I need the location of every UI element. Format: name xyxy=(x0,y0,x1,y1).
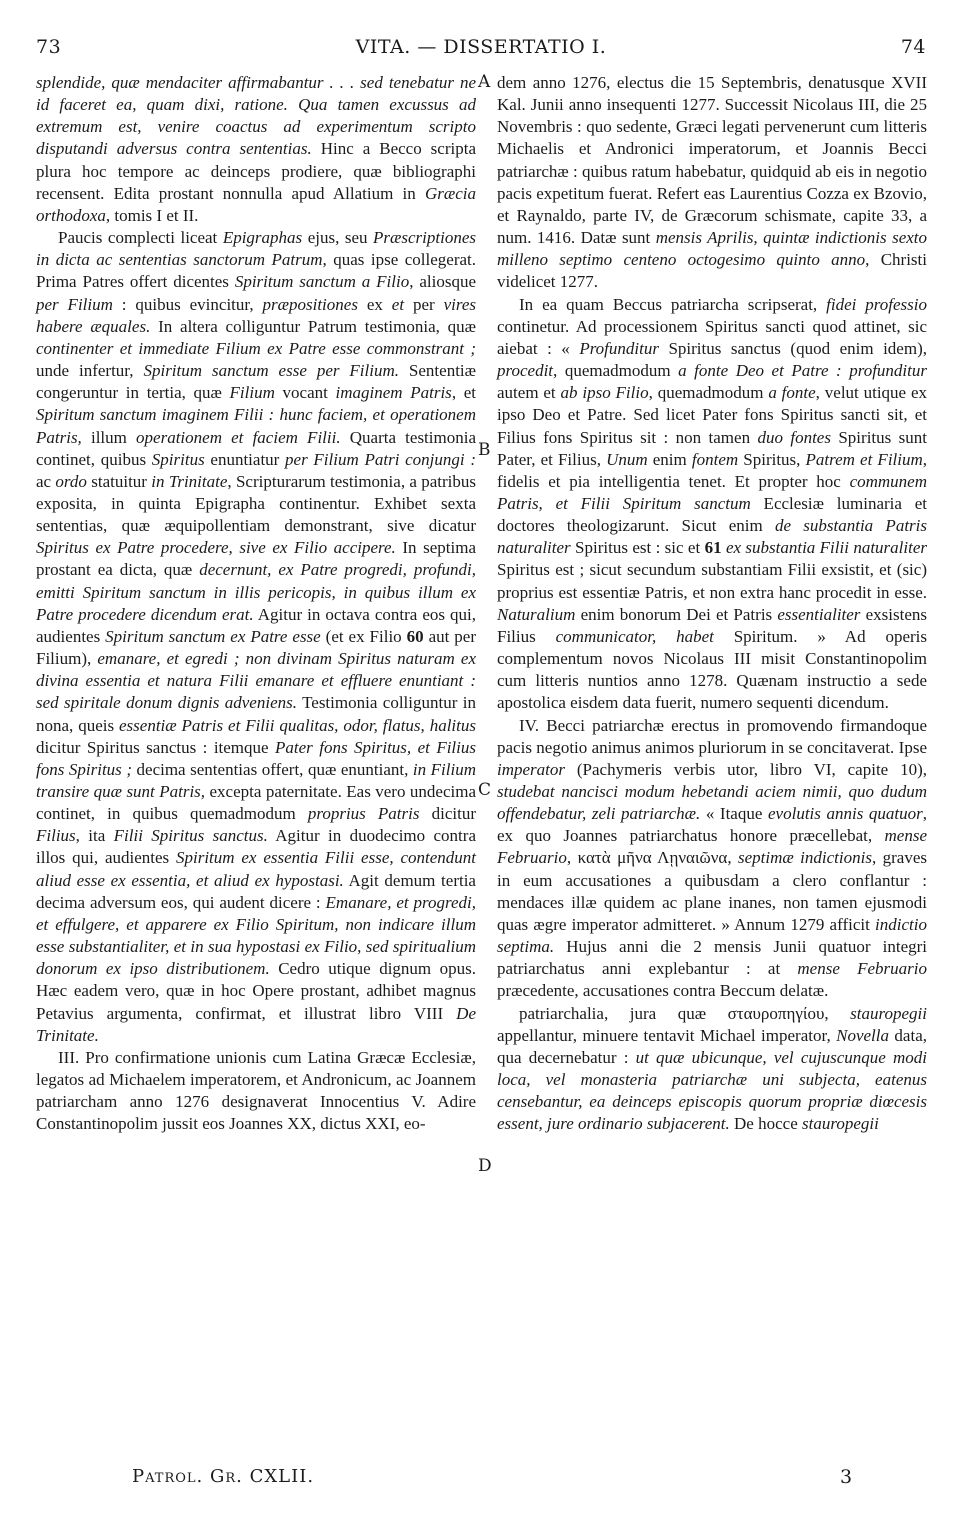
page-number-left: 73 xyxy=(36,36,62,58)
paragraph-l3: III. Pro confirmatione unionis cum Latina Græcæ Ecclesiæ, legatos ad Michaelem imperatorem, et Andronicum, ac Joannem patriarcham anno 1276 designaverat Innocentius V. Adire Constantinopolim jussit eos Joannes XX, dictus XXI, eo- xyxy=(36,1047,476,1134)
section-marker-d: D xyxy=(478,1156,492,1176)
right-column xyxy=(497,72,927,1136)
page-number-right: 74 xyxy=(900,36,926,58)
paragraph-r2: In ea quam Beccus patriarcha scripserat, fidei professio continetur. Ad processionem Spiritus sancti quod attinet, sic aiebat : « Profunditur Spiritus sanctus (quod enim idem), procedit, quemadmodum a fonte Deo et Patre : profunditur autem et ab ipso Filio, quemadmodum a fonte, velut utique ex ipso Deo et Patre. Sed licet Pater fons Spiritus sancti sit, et Filius fons Spiritus sit : non tamen duo fontes Spiritus sunt Pater, et Filius, Unum enim fontem Spiritus, Patrem et Filium, fidelis et pia intelligentia tenet. Et propter hoc communem Patris, et Filii Spiritum sanctum Ecclesiæ luminaria et doctores theologizarunt. Sicut enim de substantia Patris naturaliter Spiritus est : sic et 61 ex substantia Filii naturaliter Spiritus est ; sicut secundum substantiam Filii exsistit, et (sic) proprius est essentiæ Patris, et non extra hanc procedit in esse. Naturalium enim bonorum Dei et Patris essentialiter exsistens Filius communicator, habet Spiritum. » Ad operis complementum novos Nicolaus III misit Constantinopolim cum litteris nuntios anno 1278. Quænam instructio a sede apostolica eisdem data fuerit, numero sequenti dicendum. xyxy=(497,294,928,713)
section-marker-a: A xyxy=(478,72,491,92)
paragraph-l1: splendide, quæ mendaciter affirmabantur . . . sed tenebatur ne id faceret ea, quam dixi, ratione. Qua tamen excussus ad extremum est, venire coactus ad experimentum scripto disputandi adversus contra sententias. Hinc a Becco scripta plura hoc tempore ac deinceps prodiere, quæ bibliographi recensent. Edita prostant nonnulla apud Allatium in Græcia orthodoxa, tomis I et II. xyxy=(36,73,476,225)
left-column xyxy=(36,72,476,1136)
section-marker-b: B xyxy=(478,440,491,460)
footer-signature: 3 xyxy=(840,1466,853,1488)
paragraph-r4: patriarchalia, jura quæ σταυροπηγίου, stauropegii appellantur, minuere tentavit Michael imperator, Novella data, qua decernebatur : ut quæ ubicunque, vel cujuscunque modi loca, vel monasteria patriarchæ uni subjecta, eatenus censebantur, ea deinceps episcopis quorum propriæ diœcesis essent, jure ordinario subjacerent. De hocce stauropegii xyxy=(497,1003,927,1134)
footer-volume: Patrol. Gr. CXLII. xyxy=(132,1466,315,1487)
paragraph-r3: IV. Becci patriarchæ erectus in promovendo firmandoque pacis negotio animus animos pluriorum in se concitaverat. Ipse imperator (Pachymeris verbis utor, libro VI, capite 10), studebat nancisci modum hebetandi aciem nimii, quo dudum offendebatur, zeli patriarchæ. « Itaque evolutis annis quatuor, ex quo Joannes patriarchatus honore præcellebat, mense Februario, κατὰ μῆνα Λῃναιῶνα, septimæ indictionis, graves in eum accusationes a quibusdam a clero conflantur : mendaces illæ quidem ac plane inanes, non tamen ejusmodi quas ægre imperator admitteret. » Annum 1279 afficit indictio septima. Hujus anni die 2 mensis Junii quatuor integri patriarchatus anni explebantur : at mense Februario præcedente, accusationes contra Beccum delatæ. xyxy=(497,715,928,1001)
running-title: VITA. — DISSERTATIO I. xyxy=(355,36,607,58)
paragraph-r1: dem anno 1276, electus die 15 Septembris, denatusque XVII Kal. Junii anno insequenti 1277. Successit Nicolaus III, die 25 Novembris : quo sedente, Græci legati pervenerunt cum litteris Michaelis et Andronici imperatorum, et Joannis Becci patriarchæ : quibus ratum habebatur, quidquid ab eis in negotio pacis expetitum fuerat. Refert eas Laurentius Cozza ex Bzovio, et Raynaldo, parte IV, de Græcorum schismate, capite 33, a num. 1416. Datæ sunt mensis Aprilis, quintæ indictionis sexto milleno septimo centeno octogesimo quinto anno, Christi videlicet 1277. xyxy=(497,73,928,292)
paragraph-l2: Paucis complecti liceat Epigraphas ejus, seu Præscriptiones in dicta ac sententias sanctorum Patrum, quas ipse collegerat. Prima Patres offert dicentes Spiritum sanctum a Filio, aliosque per Filium : quibus evincitur, præpositiones ex et per vires habere æquales. In altera colliguntur Patrum testimonia, quæ continenter et immediate Filium ex Patre esse commonstrant ; unde infertur, Spiritum sanctum esse per Filium. Sententiæ congeruntur in tertia, quæ Filium vocant imaginem Patris, et Spiritum sanctum imaginem Filii : hunc faciem, et operationem Patris, illum operationem et faciem Filii. Quarta testimonia continet, quibus Spiritus enuntiatur per Filium Patri conjungi : ac ordo statuitur in Trinitate, Scripturarum testimonia, a patribus exposita, in quinta Epigrapha continentur. Exhibet sexta sententias, quæ æquipollentiam demonstrant, sive dicatur Spiritus ex Patre procedere, sive ex Filio accipere. In septima prostant ea dicta, quæ decernunt, ex Patre progredi, profundi, emitti Spiritum sanctum in illis pericopis, in quibus illum ex Patre procedere dicendum erat. Agitur in octava contra eos qui, audientes Spiritum sanctum ex Patre esse (et ex Filio 60 aut per Filium), emanare, et egredi ; non divinam Spiritus naturam ex divina essentia et natura Filii emanare et effluere enuntiant : sed spiritale donum dignis adveniens. Testimonia colliguntur in nona, queis essentiæ Patris et Filii qualitas, odor, flatus, halitus dicitur Spiritus sanctus : itemque Pater fons Spiritus, et Filius fons Spiritus ; decima sententias offert, quæ enuntiant, in Filium transire quæ sunt Patris, excepta paternitate. Eas vero undecima continet, in quibus quemadmodum proprius Patris dicitur Filius, ita Filii Spiritus sanctus. Agitur in duodecimo contra illos qui, audientes Spiritum ex essentia Filii esse, contendunt aliud esse ex essentia, et aliud ex hypostasi. Agit demum tertia decima adversum eos, qui audent dicere : Emanare, et progredi, et effulgere, et apparere ex Filio Spiritum, non indicare illum esse substantialiter, et in sua hypostasi ex Filio, sed spiritualium donorum ex ipso distributionem. Cedro utique dignum opus. Hæc eadem vero, quæ in hoc Opere prostant, adhibet magnus Petavius argumenta, confirmat, et illustrat libro VIII De Trinitate. xyxy=(36,228,477,1045)
section-marker-c: C xyxy=(478,780,492,800)
